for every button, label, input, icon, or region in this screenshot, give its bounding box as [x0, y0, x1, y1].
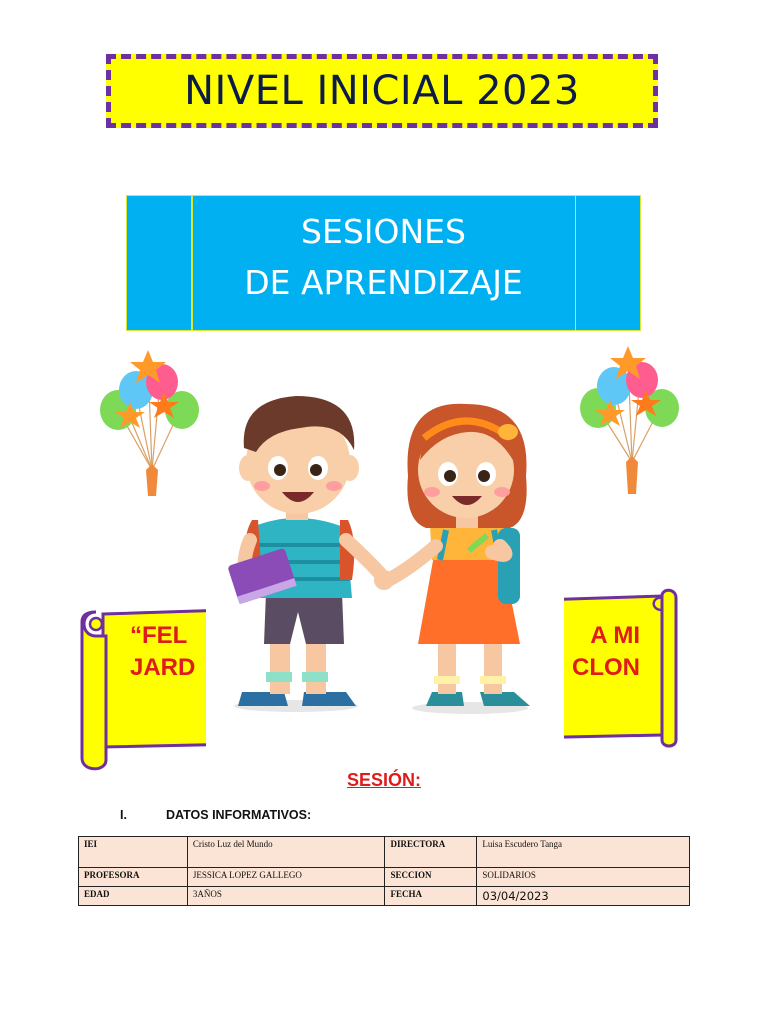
table-cell-label: SECCION: [385, 868, 477, 887]
session-label-text: SESIÓN:: [346, 770, 421, 790]
table-cell-label: PROFESORA: [79, 868, 188, 887]
session-label: [0, 770, 768, 791]
motto-right-line-2: CLON: [572, 654, 640, 681]
table-cell-value: SOLIDARIOS: [477, 868, 690, 887]
table-cell-label: EDAD: [79, 887, 188, 906]
table-cell-value: 3AÑOS: [187, 887, 385, 906]
page-title: NIVEL INICIAL 2023: [184, 68, 580, 114]
motto-right-line-1: A MI: [590, 622, 640, 649]
info-table: [78, 836, 690, 906]
table-cell-date: 03/04/2023: [477, 887, 690, 906]
table-cell-value: Cristo Luz del Mundo: [187, 837, 385, 868]
section-number: I.: [120, 808, 127, 822]
banner-line-1: SESIONES: [301, 212, 466, 251]
clasped-hands-icon: [374, 570, 394, 590]
motto-left-line-2: JARD: [130, 654, 196, 681]
table-row: [79, 887, 690, 906]
section-title: DATOS INFORMATIVOS:: [166, 808, 312, 822]
banner-line-2: DE APRENDIZAJE: [244, 263, 523, 302]
table-cell-value: Luisa Escudero Tanga: [477, 837, 690, 868]
table-cell-value: JESSICA LOPEZ GALLEGO: [187, 868, 385, 887]
section-heading: [120, 808, 311, 822]
table-row: [79, 868, 690, 887]
table-cell-label: DIRECTORA: [385, 837, 477, 868]
table-cell-label: IEI: [79, 837, 188, 868]
balloons-left-icon: [100, 350, 199, 496]
balloons-right-icon: [580, 346, 679, 494]
table-cell-label: FECHA: [385, 887, 477, 906]
motto-left-line-1: “FEL: [130, 622, 188, 649]
table-row: [79, 837, 690, 868]
